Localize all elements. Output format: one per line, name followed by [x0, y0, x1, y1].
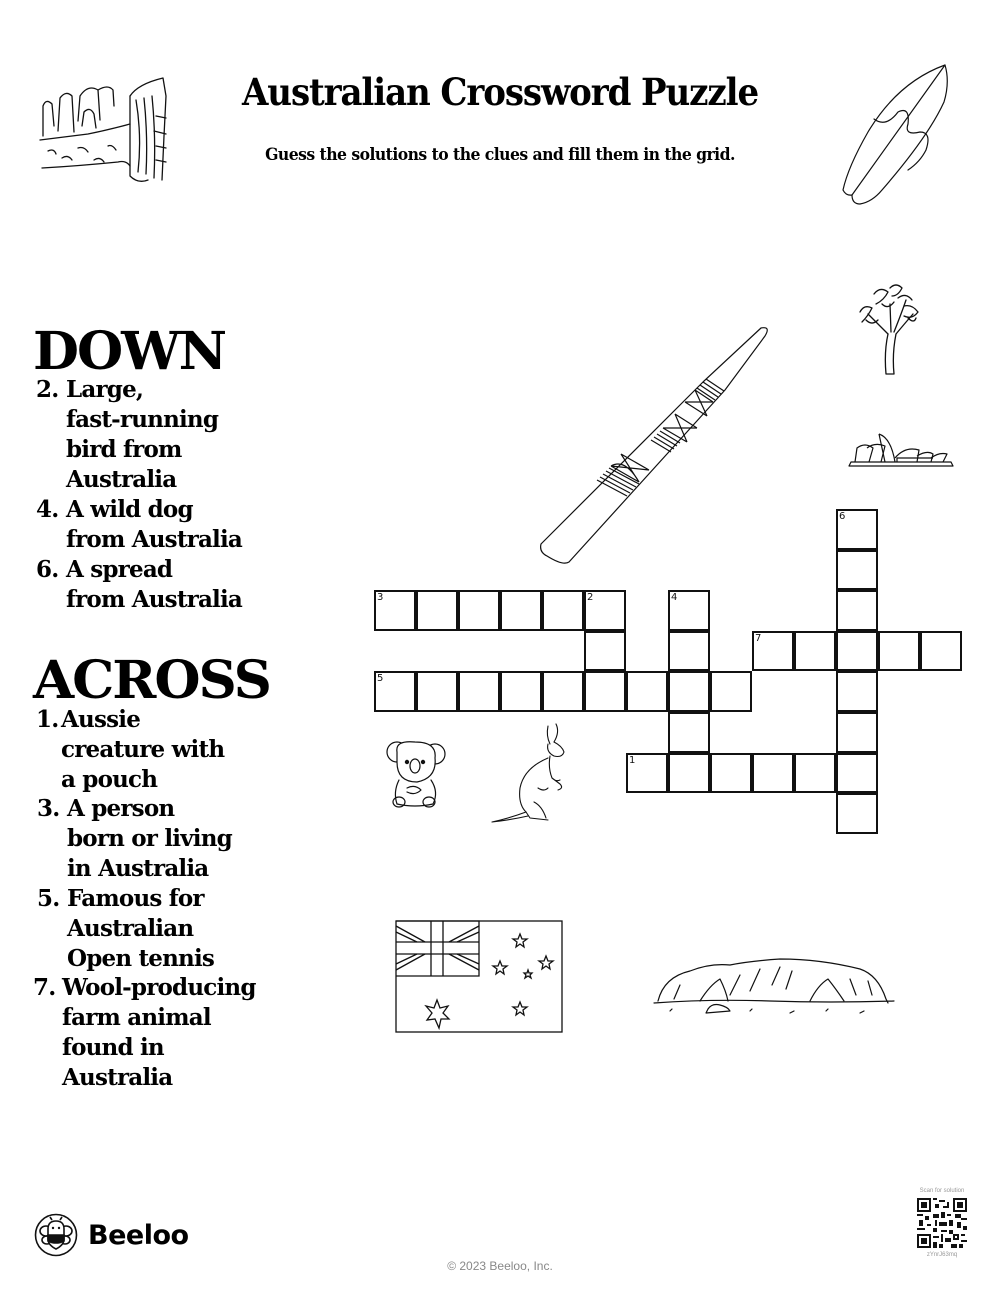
grid-cell[interactable]	[458, 590, 500, 631]
brand-name: Beeloo	[88, 1219, 189, 1251]
down-heading: DOWN	[33, 321, 226, 382]
grid-cell[interactable]	[374, 590, 416, 631]
beeloo-logo[interactable]	[34, 1213, 189, 1257]
down-clue-6	[36, 555, 242, 615]
uluru-rock-icon	[650, 955, 900, 1020]
clue-line: fast-running	[66, 406, 219, 433]
cell-number: 5	[377, 673, 384, 685]
grid-cell[interactable]	[752, 631, 794, 672]
grid-cell[interactable]	[584, 590, 626, 631]
across-clue-3	[37, 794, 232, 884]
grid-cell[interactable]	[710, 671, 752, 712]
qr-code-id: zYnrJ63mq	[926, 1252, 958, 1258]
clue-number: 5.	[37, 885, 60, 912]
grid-cell[interactable]	[668, 631, 710, 672]
grid-cell[interactable]	[836, 671, 878, 712]
across-clue-7	[33, 973, 256, 1093]
across-clue-5	[37, 884, 214, 974]
clue-line: in Australia	[67, 855, 209, 882]
clue-line: Aussie	[61, 706, 141, 733]
clue-line: Wool-producing	[62, 974, 256, 1001]
clue-number: 4.	[36, 496, 59, 523]
grid-cell[interactable]	[836, 631, 878, 672]
clue-line: from Australia	[66, 586, 243, 613]
cell-number: 4	[671, 592, 678, 604]
cell-number: 3	[377, 592, 384, 604]
uluru-illustration	[650, 955, 900, 1020]
clue-line: from Australia	[66, 526, 243, 553]
grid-cell[interactable]	[542, 671, 584, 712]
grid-cell[interactable]	[836, 712, 878, 753]
qr-code[interactable]	[917, 1198, 967, 1248]
cell-number: 1	[629, 754, 636, 766]
down-clue-2	[36, 375, 218, 495]
grid-cell[interactable]	[500, 590, 542, 631]
grid-cell[interactable]	[920, 631, 962, 672]
boab-tree-illustration	[858, 282, 920, 377]
crossword-grid	[374, 509, 964, 835]
clue-line: Australian	[67, 915, 194, 942]
grid-cell[interactable]	[416, 671, 458, 712]
grid-cell[interactable]	[836, 753, 878, 794]
clue-line: Famous for	[67, 885, 204, 912]
opera-house-illustration	[847, 428, 955, 470]
clue-line: creature with	[61, 736, 225, 763]
grid-cell[interactable]	[584, 631, 626, 672]
clue-number: 7.	[33, 974, 56, 1001]
grid-cell[interactable]	[668, 590, 710, 631]
clue-line: Australia	[62, 1064, 173, 1091]
qr-section	[912, 1188, 972, 1258]
clue-number: 6.	[36, 556, 59, 583]
cell-number: 7	[755, 632, 762, 644]
page-subtitle: Guess the solutions to the clues and fill them in the grid.	[265, 145, 735, 165]
grid-cell[interactable]	[710, 753, 752, 794]
grid-cell[interactable]	[794, 631, 836, 672]
clue-number: 1.	[36, 706, 59, 733]
sydney-opera-house-icon	[847, 428, 955, 470]
grid-cell[interactable]	[836, 509, 878, 550]
grid-cell[interactable]	[584, 671, 626, 712]
grid-cell[interactable]	[794, 753, 836, 794]
clue-line: found in	[62, 1034, 164, 1061]
cell-number: 2	[587, 592, 594, 604]
grid-cell[interactable]	[416, 590, 458, 631]
cell-number: 6	[839, 511, 846, 522]
grid-cell[interactable]	[374, 671, 416, 712]
down-clue-4	[36, 495, 242, 555]
grid-cell[interactable]	[626, 753, 668, 794]
grid-cell[interactable]	[668, 671, 710, 712]
surfboard-illustration	[838, 62, 958, 207]
grid-cell[interactable]	[836, 590, 878, 631]
qr-code-icon	[917, 1198, 967, 1248]
grid-cell[interactable]	[458, 671, 500, 712]
clue-line: Large,	[66, 376, 144, 403]
clue-line: Australia	[66, 466, 177, 493]
across-clue-1	[36, 705, 224, 795]
clue-number: 3.	[37, 795, 60, 822]
copyright-text: © 2023 Beeloo, Inc.	[447, 1259, 553, 1273]
grid-cell[interactable]	[836, 793, 878, 834]
clue-line: A person	[67, 795, 175, 822]
clue-line: farm animal	[62, 1004, 211, 1031]
australian-flag-icon	[395, 920, 563, 1033]
clue-line: a pouch	[61, 766, 158, 793]
grid-cell[interactable]	[668, 753, 710, 794]
qr-caption: Scan for solution	[919, 1188, 965, 1194]
clue-line: bird from	[66, 436, 182, 463]
clue-line: A spread	[66, 556, 173, 583]
grid-cell[interactable]	[878, 631, 920, 672]
grid-cell[interactable]	[836, 550, 878, 591]
grid-cell[interactable]	[752, 753, 794, 794]
clue-number: 2.	[36, 376, 59, 403]
australian-flag-illustration	[395, 920, 563, 1033]
grid-cell[interactable]	[668, 712, 710, 753]
grid-cell[interactable]	[500, 671, 542, 712]
clue-line: born or living	[67, 825, 232, 852]
surfboard-icon	[838, 62, 958, 207]
bee-logo-icon	[34, 1213, 78, 1257]
grid-cell[interactable]	[542, 590, 584, 631]
page-title: Australian Crossword Puzzle	[241, 70, 759, 114]
across-heading: ACROSS	[33, 650, 270, 711]
clue-line: Open tennis	[67, 945, 215, 972]
grid-cell[interactable]	[626, 671, 668, 712]
boab-tree-icon	[858, 282, 920, 377]
clue-line: A wild dog	[66, 496, 193, 523]
